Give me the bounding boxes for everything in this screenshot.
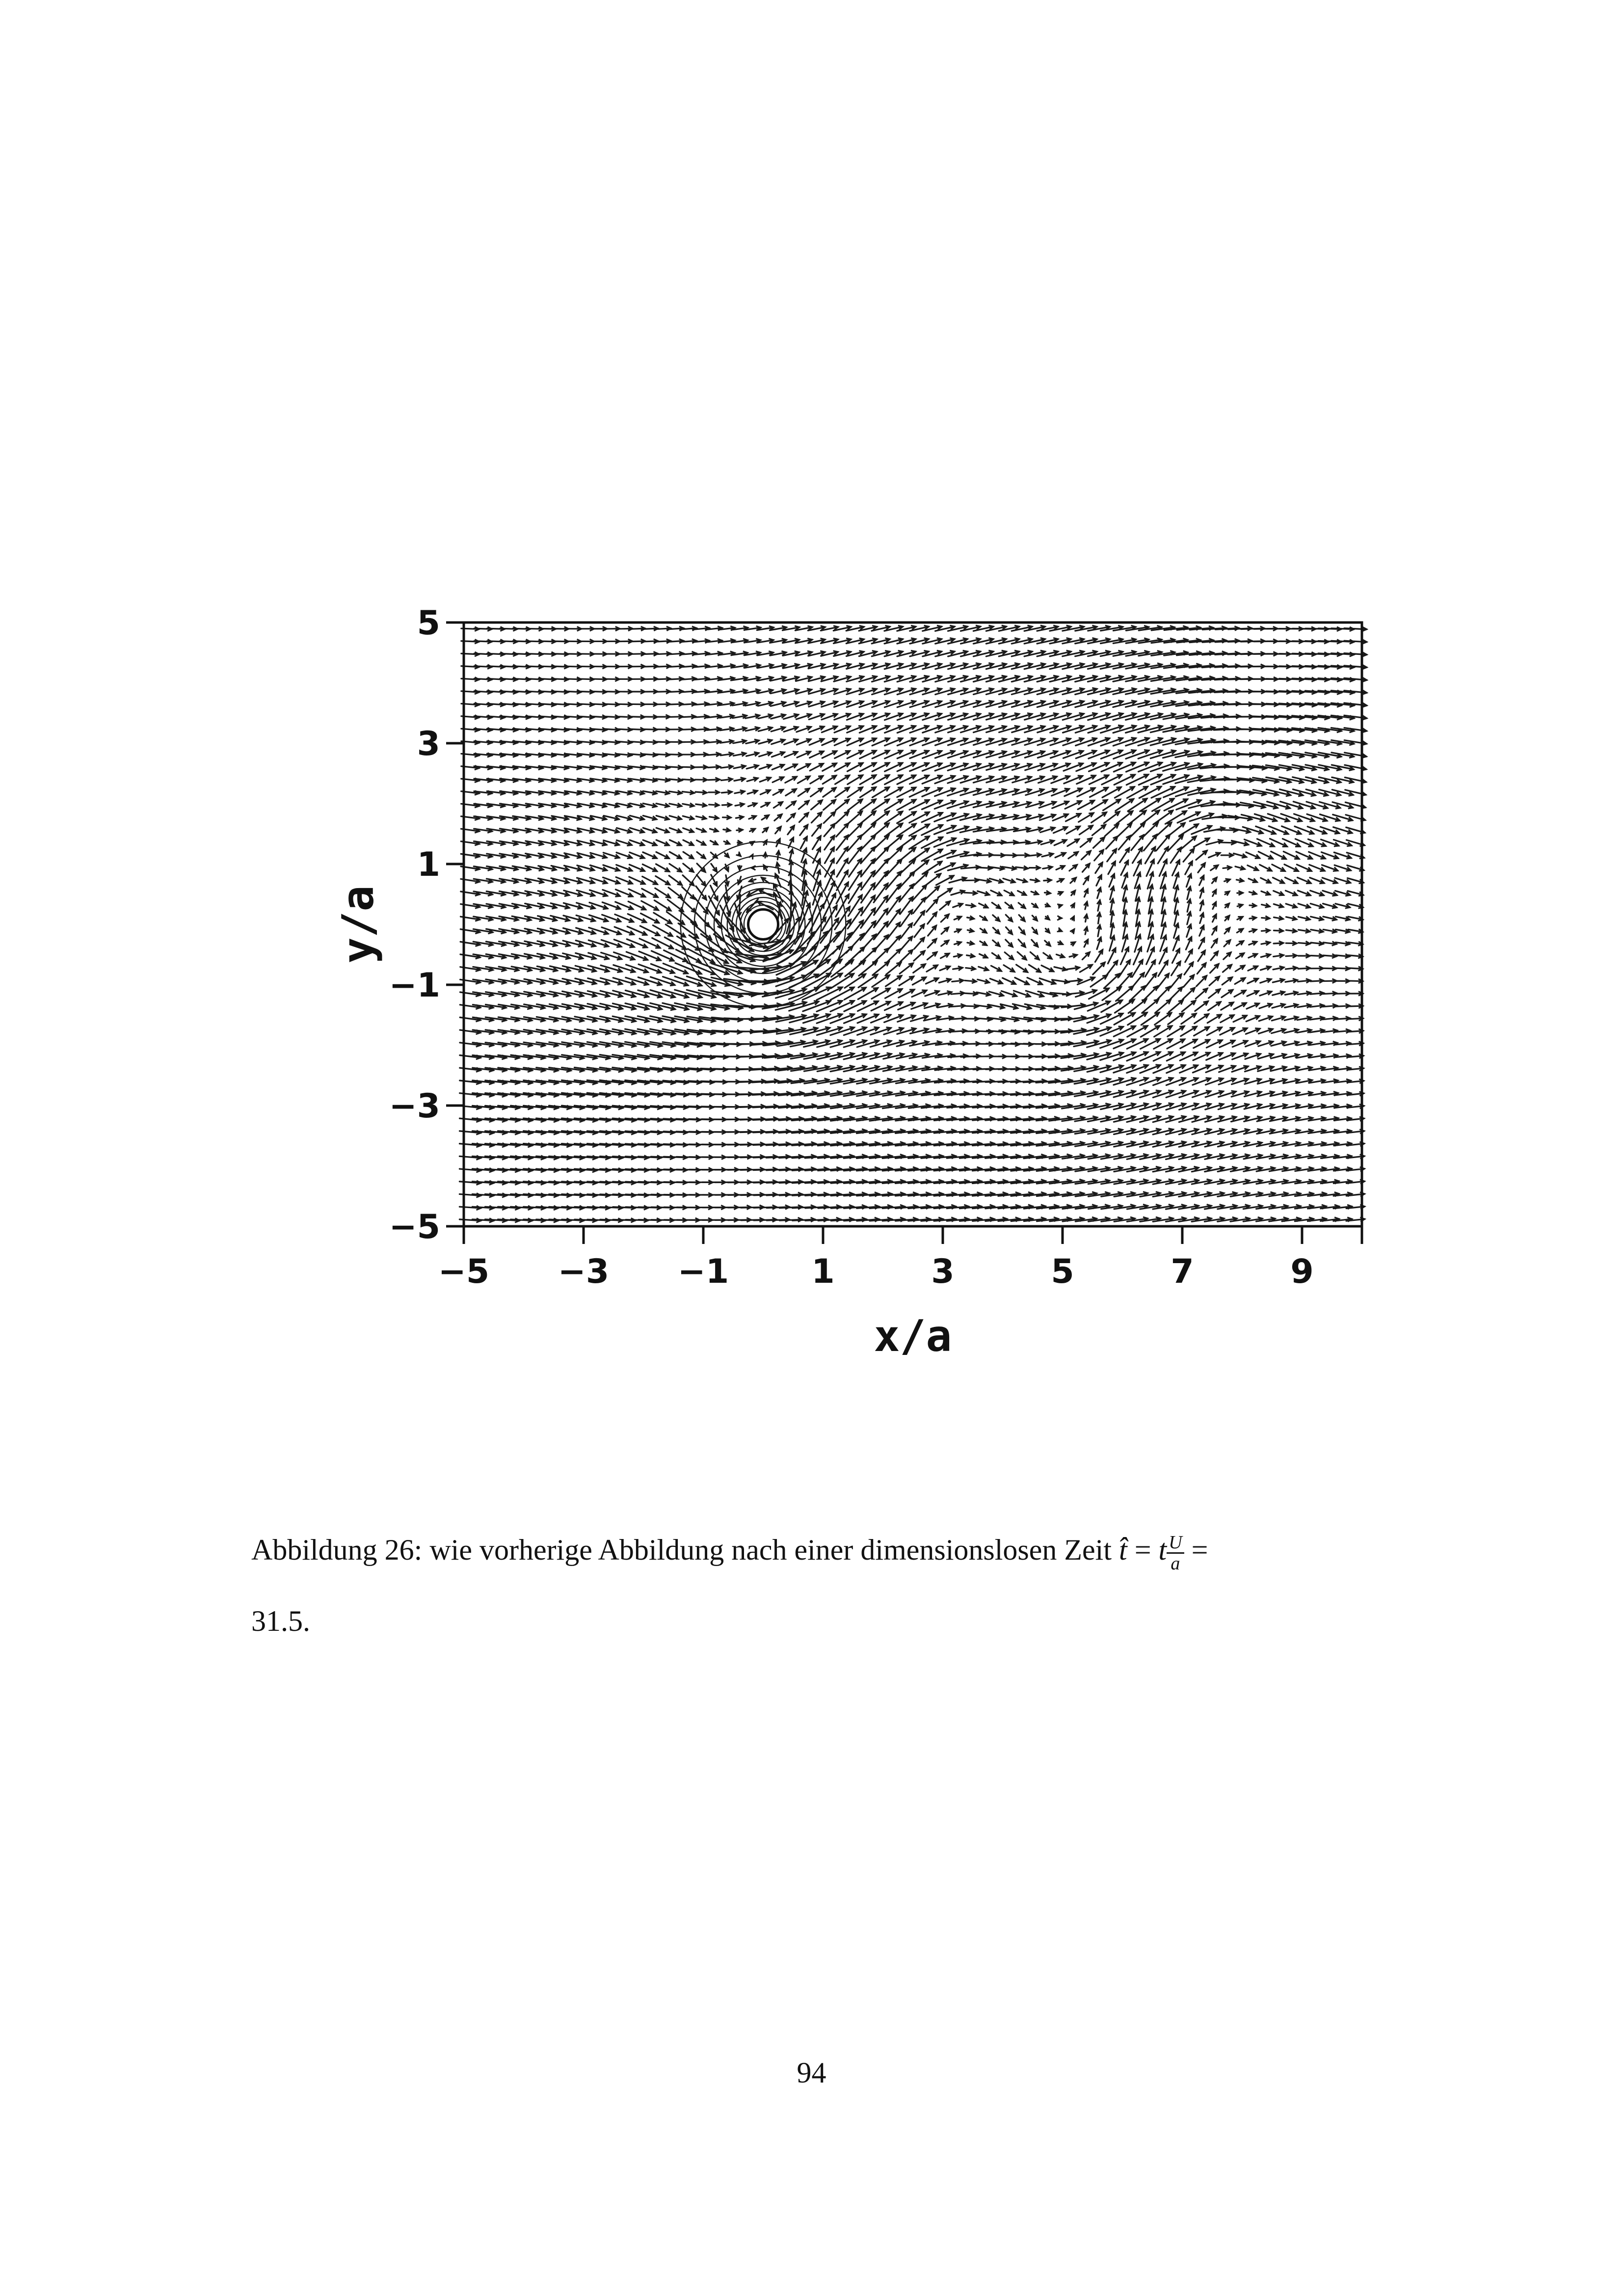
vector-arrow [1041, 966, 1054, 972]
vector-arrow-shaft [887, 949, 901, 963]
vector-arrow [992, 953, 1000, 959]
vector-arrow [941, 941, 949, 946]
vector-arrow [967, 954, 975, 958]
vector-arrow [1286, 954, 1297, 958]
vector-arrow [1210, 964, 1219, 973]
vector-arrow-shaft [1170, 987, 1182, 1000]
vector-arrow [927, 965, 937, 972]
vector-arrow-shaft [639, 964, 661, 972]
vector-arrow [1286, 941, 1297, 945]
vector-arrow [663, 977, 689, 986]
vector-arrow-shaft [831, 973, 854, 988]
vector-arrow-shaft [651, 977, 675, 985]
vector-arrow [1348, 967, 1363, 971]
vector-arrow-shaft [664, 950, 688, 962]
vector-arrow-shaft [914, 938, 925, 949]
vector-arrow [941, 953, 950, 958]
vector-arrow [1298, 1003, 1311, 1008]
vector-arrow [1323, 966, 1336, 971]
vector-arrow [1299, 941, 1310, 945]
vector-arrow [1211, 939, 1217, 947]
vector-arrow [1016, 965, 1028, 972]
vector-arrow-shaft [830, 1014, 854, 1023]
vector-arrow [1273, 966, 1284, 971]
vector-arrow-shaft [844, 1014, 867, 1023]
vector-arrow [928, 939, 936, 947]
vector-arrow [899, 976, 914, 986]
vector-arrow [1054, 967, 1066, 971]
vector-arrow [1285, 978, 1298, 983]
vector-arrow [1171, 974, 1181, 988]
vector-arrow-shaft [663, 990, 689, 997]
vector-arrow [1249, 954, 1257, 958]
vector-arrow [1019, 927, 1025, 934]
vector-arrow [1070, 929, 1074, 934]
vector-arrow [953, 966, 963, 971]
vector-arrow [1348, 942, 1363, 946]
vector-arrow [965, 979, 976, 983]
vector-arrow-shaft [638, 990, 662, 997]
vector-arrow [941, 927, 948, 934]
vector-arrow [1246, 1028, 1260, 1034]
vector-arrow [1006, 927, 1012, 934]
vector-arrow-shaft [1183, 988, 1195, 999]
vector-arrow [955, 929, 961, 933]
vector-arrow [1093, 962, 1105, 974]
vector-arrow [1006, 940, 1013, 947]
vector-arrow [1222, 977, 1232, 985]
vector-arrow [951, 991, 964, 996]
vector-arrow [1015, 977, 1029, 984]
vector-arrow [1261, 954, 1270, 958]
vector-arrow [651, 964, 674, 973]
vector-arrow [1095, 950, 1102, 962]
vector-arrow [1005, 952, 1013, 960]
vector-arrow [1187, 924, 1192, 937]
vector-arrow [844, 1027, 866, 1035]
vector-arrow [1261, 941, 1270, 945]
vector-arrow [927, 952, 937, 959]
vector-arrow-shaft [1156, 987, 1170, 1001]
vector-arrow-shaft [1195, 1014, 1209, 1024]
vector-arrow [1084, 927, 1088, 934]
vector-arrow-shaft [1171, 974, 1181, 988]
vector-arrow [928, 925, 936, 936]
vector-arrow [939, 978, 951, 983]
vector-arrow [1170, 987, 1182, 1000]
vector-arrow [1097, 925, 1101, 936]
vector-arrow-shaft [663, 977, 689, 986]
vector-arrow [1209, 976, 1220, 985]
vector-arrow [1298, 966, 1310, 971]
vector-arrow [1236, 941, 1243, 945]
vector-arrow-shaft [1196, 989, 1207, 999]
vector-arrow [1248, 966, 1258, 971]
vector-arrow [1045, 941, 1050, 946]
vector-arrow [914, 951, 925, 961]
vector-arrow [980, 941, 987, 945]
vector-arrow [1261, 966, 1271, 970]
vector-arrow [901, 923, 912, 939]
vector-arrow [651, 951, 674, 961]
vector-arrow [1259, 1028, 1273, 1034]
vector-arrow-shaft [1093, 962, 1105, 974]
vector-arrow [830, 1000, 854, 1011]
vector-arrow-shaft [1183, 975, 1194, 987]
vector-arrow-shaft [650, 990, 675, 997]
vector-arrow [1235, 966, 1245, 972]
vector-arrow [1195, 1014, 1209, 1024]
vector-arrow-shaft [1197, 976, 1207, 986]
vector-arrow [1198, 950, 1205, 961]
vector-arrow [1247, 991, 1259, 996]
vector-arrow [954, 954, 961, 958]
vector-arrow [1246, 1016, 1259, 1022]
vector-arrow [1260, 991, 1272, 996]
vector-arrow [675, 963, 701, 974]
vector-arrow [1208, 1002, 1221, 1011]
vector-arrow [1198, 938, 1204, 949]
vector-arrow [1207, 1015, 1221, 1023]
vector-arrow-shaft [675, 976, 702, 986]
vector-arrow [844, 1014, 867, 1023]
vector-arrow [1183, 975, 1194, 987]
vector-arrow-shaft [638, 977, 662, 985]
vector-arrow [1032, 928, 1037, 934]
vector-arrow [1069, 954, 1077, 958]
vector-arrow [1196, 989, 1207, 999]
vector-arrow-shaft [844, 988, 866, 1000]
vector-arrow [1323, 942, 1336, 946]
vector-arrow [1197, 976, 1207, 986]
vector-arrow [913, 964, 926, 973]
vector-arrow [1156, 987, 1170, 1001]
vector-arrow [1235, 978, 1245, 984]
vector-arrow [1070, 942, 1075, 946]
vector-arrow [993, 928, 999, 934]
vector-arrow [638, 977, 662, 986]
vector-arrow-shaft [914, 924, 924, 937]
vector-arrow-shaft [663, 964, 688, 973]
vector-arrow [900, 950, 912, 962]
vector-arrow [980, 928, 986, 933]
vector-arrow [1207, 1027, 1222, 1035]
vector-arrow-shaft [845, 974, 866, 988]
vector-arrow-shaft [1100, 1040, 1123, 1048]
vector-arrow [912, 977, 926, 985]
vector-arrow-shaft [900, 963, 913, 973]
vector-arrow [1032, 940, 1038, 946]
vector-arrow [1043, 953, 1052, 959]
vector-arrow [1233, 1016, 1247, 1022]
vector-arrow-shaft [830, 987, 854, 1000]
vector-arrow [830, 987, 854, 1000]
vector-arrow [1233, 1028, 1247, 1034]
vector-arrow [1311, 954, 1324, 958]
vector-arrow [1273, 991, 1285, 995]
vector-arrow [1221, 1015, 1234, 1023]
vector-arrow [1056, 954, 1064, 958]
vector-arrow [1285, 991, 1298, 996]
vector-arrow-shaft [830, 1027, 854, 1035]
vector-arrow [663, 964, 688, 974]
vector-arrow [938, 991, 952, 995]
vector-arrow-shaft [1195, 1001, 1208, 1011]
vector-arrow [914, 938, 925, 949]
vector-arrow [1272, 1016, 1285, 1021]
vector-arrow [1285, 1003, 1298, 1008]
vector-arrow [1209, 989, 1220, 998]
vector-arrow [1067, 966, 1079, 971]
vector-arrow [990, 978, 1002, 984]
vector-arrow [1018, 940, 1025, 947]
vector-arrow-head [1057, 928, 1062, 932]
vector-arrow [914, 924, 924, 937]
vector-arrow-shaft [1182, 1000, 1196, 1011]
vector-arrow [1259, 1003, 1272, 1008]
vector-arrow [1004, 965, 1014, 972]
vector-arrow-shaft [900, 950, 912, 962]
vector-arrow [1323, 954, 1336, 958]
vector-arrow [1310, 991, 1324, 996]
vector-arrow [1221, 1002, 1233, 1010]
vector-arrow-shaft [830, 1001, 854, 1012]
vector-arrow-shaft [901, 937, 912, 950]
vector-arrow [1234, 991, 1246, 997]
vector-arrow [1185, 949, 1193, 962]
vector-arrow [980, 954, 987, 958]
vector-arrow [993, 940, 1000, 946]
vector-arrow [887, 949, 901, 963]
vector-arrow [1323, 979, 1337, 983]
vector-arrow [1197, 963, 1206, 974]
vector-arrow [1298, 979, 1311, 983]
vector-arrow [991, 966, 1001, 971]
vector-arrow [1348, 979, 1363, 983]
vector-arrow [1224, 940, 1230, 946]
vector-arrow [831, 973, 854, 988]
vector-arrow [845, 974, 866, 988]
vector-arrow [1285, 966, 1297, 971]
vector-arrow [1017, 952, 1026, 960]
vector-arrow [1058, 941, 1063, 945]
vector-arrow [1080, 965, 1092, 972]
vector-arrow [844, 1001, 866, 1011]
vector-arrow [925, 991, 939, 996]
vector-arrow [952, 979, 963, 983]
vector-arrow [1323, 991, 1336, 996]
vector-arrow [1097, 937, 1101, 949]
vector-arrow [955, 942, 961, 945]
vector-arrow [1063, 991, 1084, 995]
vector-arrow-shaft [899, 976, 914, 986]
vector-arrow [1273, 978, 1284, 982]
vector-arrow [1100, 1026, 1123, 1036]
vector-arrow [1084, 940, 1088, 947]
vector-arrow-shaft [844, 1027, 866, 1035]
vector-arrow [1310, 1004, 1324, 1008]
vector-arrow [1222, 990, 1233, 997]
vector-arrow [989, 992, 1003, 997]
vector-arrow [1182, 1000, 1196, 1011]
vector-arrow [964, 992, 977, 996]
vector-arrow-shaft [1169, 1000, 1183, 1012]
vector-arrow [1274, 954, 1284, 958]
vector-arrow [1298, 991, 1311, 996]
vector-arrow [1310, 979, 1324, 983]
vector-arrow [887, 936, 900, 951]
vector-arrow [1220, 1028, 1234, 1035]
vector-arrow [966, 966, 976, 971]
vector-arrow [1260, 978, 1271, 983]
vector-arrow [1298, 954, 1310, 958]
vector-arrow [664, 950, 688, 962]
vector-arrow [940, 966, 950, 971]
vector-arrow [830, 1014, 854, 1023]
vector-arrow [1247, 1003, 1259, 1009]
vector-arrow [1186, 937, 1192, 950]
vector-arrow [1030, 952, 1039, 959]
vector-arrow [1311, 941, 1323, 945]
vector-arrow [1272, 1003, 1285, 1008]
vector-arrow [1234, 1003, 1246, 1009]
vector-arrow [1224, 952, 1231, 959]
vector-arrow [639, 964, 661, 973]
vector-arrow [979, 967, 988, 971]
vector-arrow [1169, 1000, 1183, 1012]
vector-arrow-shaft [651, 951, 674, 961]
vector-arrow-shaft [1181, 1014, 1196, 1024]
vector-arrow-shaft [901, 923, 912, 939]
vector-arrow-shaft [675, 963, 701, 974]
vector-arrow [1259, 1016, 1272, 1021]
vector-arrow-shaft [914, 951, 925, 961]
vector-arrow [1045, 928, 1049, 933]
vector-arrow [900, 963, 913, 973]
vector-arrow [1348, 992, 1363, 996]
vector-arrow [844, 988, 866, 1000]
vector-arrow [1310, 966, 1323, 971]
vector-arrow [1223, 965, 1231, 972]
vector-arrow-shaft [651, 964, 674, 972]
vector-arrow [926, 978, 938, 984]
vector-arrow [1211, 951, 1218, 960]
vector-arrows-layer [459, 625, 1367, 1222]
vector-arrow [967, 928, 974, 933]
vector-arrow [651, 977, 675, 986]
vector-arrow [967, 941, 974, 945]
vector-arrow [1236, 953, 1244, 959]
vector-arrow [901, 937, 912, 950]
vector-arrow [1057, 928, 1062, 932]
vector-arrow-shaft [844, 1001, 866, 1011]
vector-arrow [1181, 1014, 1196, 1024]
vector-arrow [1336, 967, 1350, 971]
vector-arrow [1348, 954, 1362, 958]
vector-arrow [1183, 988, 1195, 999]
vector-arrow [1248, 978, 1258, 983]
vector-arrow [1003, 978, 1016, 984]
vector-arrow [1249, 942, 1257, 945]
vector-arrow [978, 979, 989, 983]
vector-arrow-shaft [887, 936, 900, 951]
vector-arrow [1199, 925, 1204, 936]
vector-arrow-shaft [1100, 1026, 1123, 1036]
vector-arrow [1184, 962, 1193, 974]
vector-arrow [1336, 954, 1350, 958]
vector-arrow [1029, 965, 1040, 972]
vector-arrow [1274, 941, 1283, 945]
vector-arrow [1195, 1001, 1208, 1011]
vector-arrow [1082, 952, 1090, 960]
